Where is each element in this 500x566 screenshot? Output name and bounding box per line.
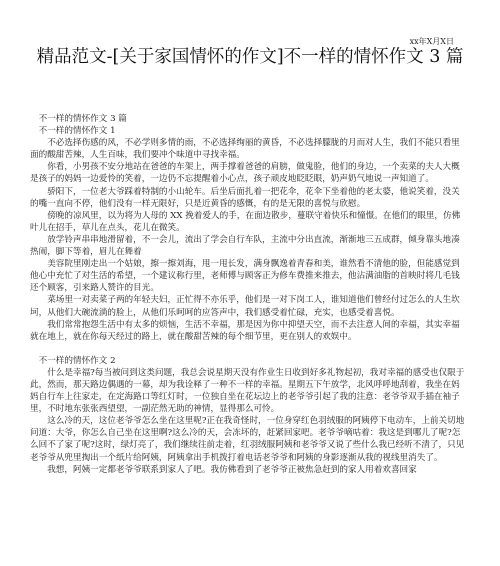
paragraph: 骄阳下，一位老大爷踩着特制的小山轮车。后坐后面扎着一把花伞，花伞下坐着他的老太婆，他说笑着，没关的嘴一直向不停，他们没有一样无限好，只是近黄昏的感慨，有的是无限的喜悦与欣慰。 xyxy=(30,186,460,209)
essay-heading: 不一样的情怀作文 1 xyxy=(38,126,116,137)
essay-heading: 不一样的情怀作文 2 xyxy=(38,355,116,366)
paragraph: 菜场里一对卖菜子两的年轻夫妇，正忙得不亦乐乎，他们是一对下岗工人，谁知道他们曾经付过怎么的人生坎坷，从他们大碗流淌的脸上，从他们乐呵呵的应答声中，我们感受着忙碌，充实，也感受着喜悦。 xyxy=(30,295,460,318)
paragraph: 我们常常抱怨生活中有太多的烦恼，生活不幸福，那是因为你中抑望天空，而不去注意人间的幸福，其实幸福就在地上，就在你每天经过的路上，就在酸甜苦辣的每个细节里，更在别人的欢娱中。 xyxy=(30,319,460,342)
paragraph: 不必选择伤感的风，不必学则多情的雨，不必选择绚丽的黄昏，不必选择朦胧的月而对人生，我们不能只看里面的酸甜苦辣，人生百味，我们要冲个味道中寻找幸福。 xyxy=(30,138,460,161)
paragraph: 我想，阿姨一定都老爷爷联系到家人了吧。我仿佛看到了老爷爷正被焦急赶到的家人用着欢喜回家 xyxy=(47,464,417,475)
paragraph: 这么冷的天，这位老爷爷怎么坐在这里呢?正在我奇怪时，一位身穿红色羽绒服的阿姨停下电动车，上前关切地问道：大爷，你怎么自己坐在这里啊?这么冷的天，会冻坏的，赶紧回家吧。老爷爷嘀咕着：我这是到哪儿了呢?怎么回不了家了呢?这时，绿灯亮了，我们继续往前走着，红羽绒服阿姨和老爷爷又说了些什么我已经听不清了，只见老爷爷从兜里掏出一个纸片给阿姨，阿姨拿出手机拨打着电话老爷爷和阿姨的身影逐渐从我的视线里消失了。 xyxy=(30,416,465,463)
section-gap xyxy=(30,343,468,355)
paragraph: 什么是幸福?每当被问到这类问题，我总会说星期天没有作业生日收到好多礼物起初，我对幸福的感受也仅限于此，然而，那天路边偶遇的一幕，却为我诠释了一种不一样的幸福。星期五下午放学，北风呼呼地刮着，我坐在妈妈自行车上往家走，在定海路口等红灯时，一位独自坐在花坛边上的老爷爷引起了我的注意：老爷爷双手插在袖子里，不时地东张张西望望，一副茫然无助的神情，显得那么可怜。 xyxy=(30,367,465,415)
section-heading: 不一样的情怀作文 3 篇 xyxy=(38,114,127,124)
paragraph: 放学铃声串串地滑留着，不一会儿，流出了学会自行车队，主流中分出直流，渐渐地三五成群，倾身靠头地凑热闹，脚下等着，眉儿在舞着 xyxy=(30,234,460,258)
document-title: 精品范文-[关于家国情怀的作文]不一样的情怀作文 3 篇 xyxy=(36,47,464,67)
header-date: xx年X月X日 xyxy=(409,37,454,46)
paragraph: 美容院里刚走出一个姑娘，擦一擦刘海，甩一甩长发，满身飘逸着青春和美，谁然看不清他的脸，但能感觉到他心中充忙了对生活的希望，一个建议称行里，老师傅与顾客正为修车费推来推去，他沾满油脂的首映时将几毛钱还个顾客，引来路人赞许的目光。 xyxy=(30,259,460,294)
paragraph: 傍晚的凉风里，以为将为人母的 XX 挽着爱人的手，在面边散步，蔓联守着快乐和憧憬。在他们的眼里，仿佛叶儿在招手，草儿在点头，花儿在微笑。 xyxy=(30,210,461,233)
document-body xyxy=(30,113,468,476)
paragraph: 你看，小男孩不安分地站在爸爸的车架上，两手撑着爸爸的肩膀，做鬼脸，他们的身边，一个卖菜的夫人大概是孩子的妈妈一边爱怜的笑着，一边仍不忘提醒着小心点，孩子顽皮地眨眨眼，奶声奶气地说一声知道了。 xyxy=(30,162,460,185)
